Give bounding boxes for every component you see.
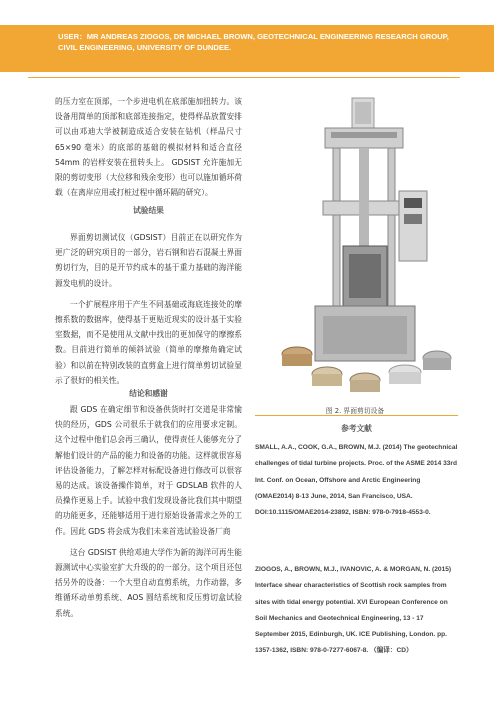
apparatus-photo bbox=[255, 96, 455, 401]
results-heading: 试验结果 bbox=[133, 206, 164, 215]
results-paragraph-1: 界面剪切测试仪（GDSIST）目前正在以研究作为更广泛的研究项目的一部分，岩石钢和岩石混凝土界面剪切行为，目的是开节约成本的基于重力基础的海洋能源发电机的设计。 bbox=[55, 233, 242, 288]
intro-paragraph: 的压力室在顶部，一个步进电机在底部施加扭转力。该设备用简单的顶部和底部连接指定，使得样品放置安排可以由邓迪大学被制造成适合安装在钻机（样品尺寸 65×90 毫米）的底部的基础的模拟材料和适合直径 54mm 的岩样安装在扭转头上。 GDSIST 允许施加无限的剪切变形（大位移和残余变形）也可以施加循环荷载（在离岸应用或打桩过程中循环隔的研究）。 bbox=[55, 97, 242, 198]
conclusion-paragraph-1: 跟 GDS 在确定细节和设备供货时打交道是非常愉快的经历，GDS 公司很乐于就我们的应用要求定制。这个过程中他们总会再三确认，使得责任人能够充分了解他们设计的产品的能力和设备的功能。这样就很容易评估设备能力，了解怎样对标配设备进行修改可以很容易的达成。该设备操作简单，对于 GDSLAB 软件的人员操作更易上手。试验中我们发现设备比我们其中期望的功能更多，还能够适用于进行原始设备需求之外的工作。因此 GDS 将会成为我们未来首选试验设备厂商 bbox=[55, 405, 242, 536]
references-heading: 参考文献 bbox=[341, 424, 372, 433]
intro-paragraph-block bbox=[55, 94, 242, 206]
conclusion-paragraph-2: 这台 GDSIST 供给邓迪大学作为新的海洋可再生能源测试中心实验室扩大升级的的一部分。这个项目还包括另外的设备：一个大型自动直剪系统，力作动器，多维循环动单剪系统、AOS 圆结系统和反压剪切盒试验系统。 bbox=[55, 547, 242, 618]
conclusion-block bbox=[55, 402, 242, 627]
reference-1: SMALL, A.A., COOK, G.A., BROWN, M.J. (2014) The geotechnical challenges of tidal turbine projects. Proc. of the ASME 2014 33rd Int. Conf. on Ocean, Offshore and Arctic Engineering (OMAE2014) 8-13 June, 2014, San Francisco, USA. DOI:10.1115/OMAE2014-23892, ISBN: 978-0-7918-4553-0. bbox=[255, 444, 458, 517]
figure-caption: 图 2. 界面剪切设备 bbox=[325, 407, 385, 415]
header-user-credit: USER：MR ANDREAS ZIOGOS, DR MICHAEL BROWN, GEOTECHNICAL ENGINEERING RESEARCH GROUP, CIVIL ENGINEERING, UNIVERSITY OF DUNDEE. bbox=[58, 32, 449, 52]
header-rule bbox=[28, 77, 460, 78]
reference-2: ZIOGOS, A., BROWN, M.J., IVANOVIC, A. & MORGAN, N. (2015) Interface shear characteristics of Scottish rock samples from sites with tidal energy potential. XVI European Conference on Soil Mechanics and Geotechnical Engineering, 13 - 17 September 2015, Edinburgh, UK. ICE Publishing, London. pp. 1357-1362, ISBN: 978-0-7277-6067-8. （编译：CD） bbox=[255, 566, 452, 655]
caption-rule bbox=[255, 415, 458, 416]
results-paragraph-2: 一个扩展程序用于产生不同基础或海底连接处的摩擦系数的数据库，使得基于更贴近现实的设计基于实验室数据，而不是使用从文献中找出的更加保守的摩擦系数。目前进行简单的倾斜试验（简单的摩擦角确定试验）和以前在特别改装的直剪盒上进行简单剪切试验显示了很好的相关性。 bbox=[55, 299, 242, 385]
apparatus-illustration bbox=[255, 96, 455, 401]
conclusion-heading: 结论和感谢 bbox=[129, 389, 168, 398]
results-block bbox=[55, 230, 242, 394]
